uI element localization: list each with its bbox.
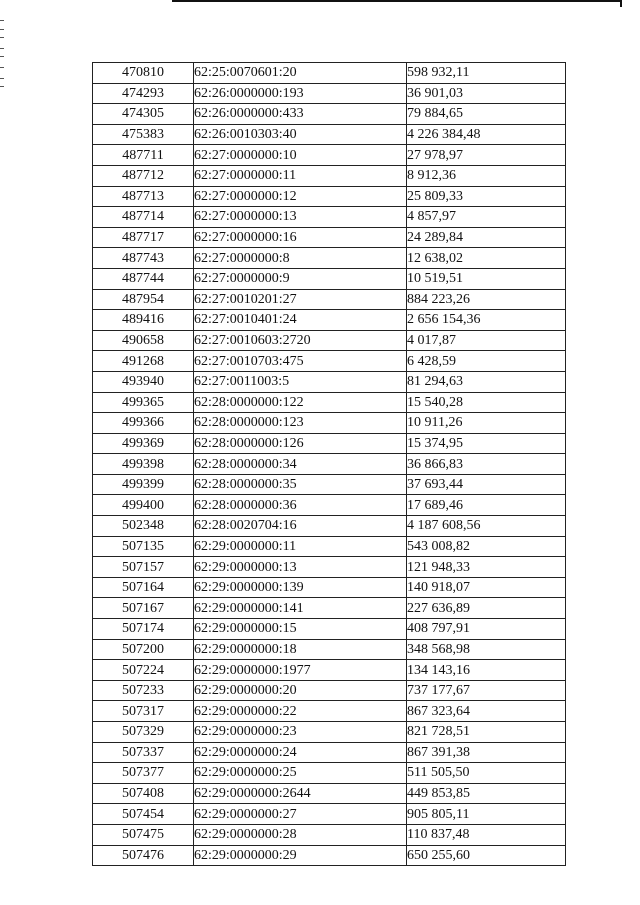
cadastral-value-cell: 884 223,26 (407, 289, 566, 310)
record-id-cell: 487954 (93, 289, 194, 310)
binding-edge-marks (0, 20, 6, 90)
cadastral-value-cell: 348 568,98 (407, 639, 566, 660)
record-id-cell: 499369 (93, 433, 194, 454)
table-row (93, 310, 566, 331)
cadastral-value-cell: 227 636,89 (407, 598, 566, 619)
record-id-cell: 507200 (93, 639, 194, 660)
table-row (93, 145, 566, 166)
table-row (93, 371, 566, 392)
record-id-cell: 475383 (93, 124, 194, 145)
table-row (93, 516, 566, 537)
cadastral-number-cell: 62:28:0000000:123 (194, 413, 407, 434)
table-body (93, 63, 566, 866)
table-row (93, 824, 566, 845)
cadastral-value-cell: 79 884,65 (407, 104, 566, 125)
cadastral-number-cell: 62:25:0070601:20 (194, 63, 407, 84)
cadastral-value-cell: 408 797,91 (407, 619, 566, 640)
table-row (93, 186, 566, 207)
record-id-cell: 487713 (93, 186, 194, 207)
cadastral-value-cell: 15 540,28 (407, 392, 566, 413)
table-row (93, 701, 566, 722)
cadastral-value-cell: 867 323,64 (407, 701, 566, 722)
cadastral-value-cell: 27 978,97 (407, 145, 566, 166)
record-id-cell: 489416 (93, 310, 194, 331)
cadastral-number-cell: 62:29:0000000:22 (194, 701, 407, 722)
record-id-cell: 490658 (93, 330, 194, 351)
cadastral-value-table (92, 62, 566, 866)
record-id-cell: 507377 (93, 763, 194, 784)
record-id-cell: 487712 (93, 165, 194, 186)
top-right-corner-line (614, 0, 622, 7)
table-row (93, 619, 566, 640)
record-id-cell: 487717 (93, 227, 194, 248)
cadastral-number-cell: 62:26:0000000:433 (194, 104, 407, 125)
record-id-cell: 507157 (93, 557, 194, 578)
cadastral-value-cell: 2 656 154,36 (407, 310, 566, 331)
record-id-cell: 487744 (93, 268, 194, 289)
record-id-cell: 507164 (93, 577, 194, 598)
table-row (93, 804, 566, 825)
record-id-cell: 499366 (93, 413, 194, 434)
cadastral-value-cell: 110 837,48 (407, 824, 566, 845)
cadastral-number-cell: 62:27:0010401:24 (194, 310, 407, 331)
cadastral-value-cell: 10 519,51 (407, 268, 566, 289)
cadastral-number-cell: 62:27:0000000:13 (194, 207, 407, 228)
cadastral-value-cell: 17 689,46 (407, 495, 566, 516)
cadastral-number-cell: 62:27:0010201:27 (194, 289, 407, 310)
record-id-cell: 507329 (93, 722, 194, 743)
cadastral-number-cell: 62:28:0000000:122 (194, 392, 407, 413)
table-row (93, 268, 566, 289)
cadastral-value-cell: 737 177,67 (407, 680, 566, 701)
table-row (93, 845, 566, 866)
record-id-cell: 499400 (93, 495, 194, 516)
record-id-cell: 487711 (93, 145, 194, 166)
table-row (93, 433, 566, 454)
cadastral-value-cell: 134 143,16 (407, 660, 566, 681)
cadastral-number-cell: 62:29:0000000:29 (194, 845, 407, 866)
record-id-cell: 487714 (93, 207, 194, 228)
cadastral-value-cell: 905 805,11 (407, 804, 566, 825)
cadastral-value-cell: 36 866,83 (407, 454, 566, 475)
record-id-cell: 499399 (93, 474, 194, 495)
table-row (93, 495, 566, 516)
cadastral-number-cell: 62:29:0000000:18 (194, 639, 407, 660)
record-id-cell: 507454 (93, 804, 194, 825)
cadastral-number-cell: 62:29:0000000:23 (194, 722, 407, 743)
cadastral-value-cell: 81 294,63 (407, 371, 566, 392)
table-row (93, 783, 566, 804)
cadastral-value-cell: 121 948,33 (407, 557, 566, 578)
cadastral-value-cell: 867 391,38 (407, 742, 566, 763)
table-row (93, 104, 566, 125)
table-row (93, 63, 566, 84)
cadastral-value-cell: 10 911,26 (407, 413, 566, 434)
record-id-cell: 507476 (93, 845, 194, 866)
cadastral-value-cell: 4 187 608,56 (407, 516, 566, 537)
cadastral-value-cell: 4 017,87 (407, 330, 566, 351)
cadastral-number-cell: 62:27:0000000:16 (194, 227, 407, 248)
table-row (93, 577, 566, 598)
cadastral-number-cell: 62:28:0000000:34 (194, 454, 407, 475)
table-row (93, 598, 566, 619)
table-row (93, 351, 566, 372)
cadastral-number-cell: 62:29:0000000:24 (194, 742, 407, 763)
table-row (93, 660, 566, 681)
table-row (93, 557, 566, 578)
cadastral-number-cell: 62:27:0000000:11 (194, 165, 407, 186)
cadastral-number-cell: 62:29:0000000:11 (194, 536, 407, 557)
cadastral-number-cell: 62:27:0000000:12 (194, 186, 407, 207)
record-id-cell: 507224 (93, 660, 194, 681)
record-id-cell: 507317 (93, 701, 194, 722)
table-row (93, 474, 566, 495)
cadastral-number-cell: 62:27:0000000:9 (194, 268, 407, 289)
table-row (93, 392, 566, 413)
table-row (93, 124, 566, 145)
cadastral-value-cell: 4 226 384,48 (407, 124, 566, 145)
cadastral-number-cell: 62:28:0000000:36 (194, 495, 407, 516)
cadastral-value-cell: 449 853,85 (407, 783, 566, 804)
table-row (93, 413, 566, 434)
cadastral-value-cell: 8 912,36 (407, 165, 566, 186)
table-row (93, 536, 566, 557)
cadastral-number-cell: 62:28:0000000:126 (194, 433, 407, 454)
record-id-cell: 507135 (93, 536, 194, 557)
cadastral-number-cell: 62:27:0011003:5 (194, 371, 407, 392)
record-id-cell: 507475 (93, 824, 194, 845)
record-id-cell: 499398 (93, 454, 194, 475)
cadastral-number-cell: 62:29:0000000:1977 (194, 660, 407, 681)
table-row (93, 680, 566, 701)
cadastral-value-cell: 12 638,02 (407, 248, 566, 269)
table-row (93, 83, 566, 104)
record-id-cell: 507167 (93, 598, 194, 619)
record-id-cell: 507174 (93, 619, 194, 640)
cadastral-number-cell: 62:29:0000000:2644 (194, 783, 407, 804)
cadastral-value-cell: 511 505,50 (407, 763, 566, 784)
cadastral-number-cell: 62:28:0000000:35 (194, 474, 407, 495)
table-row (93, 248, 566, 269)
table-row (93, 207, 566, 228)
record-id-cell: 507337 (93, 742, 194, 763)
table-row (93, 227, 566, 248)
table-row (93, 289, 566, 310)
cadastral-value-cell: 6 428,59 (407, 351, 566, 372)
table-row (93, 454, 566, 475)
record-id-cell: 502348 (93, 516, 194, 537)
cadastral-value-cell: 4 857,97 (407, 207, 566, 228)
table-row (93, 639, 566, 660)
record-id-cell: 507408 (93, 783, 194, 804)
cadastral-number-cell: 62:27:0000000:8 (194, 248, 407, 269)
record-id-cell: 493940 (93, 371, 194, 392)
cadastral-value-cell: 24 289,84 (407, 227, 566, 248)
table-row (93, 742, 566, 763)
cadastral-number-cell: 62:29:0000000:27 (194, 804, 407, 825)
cadastral-value-cell: 36 901,03 (407, 83, 566, 104)
cadastral-number-cell: 62:27:0010603:2720 (194, 330, 407, 351)
record-id-cell: 474305 (93, 104, 194, 125)
table-row (93, 165, 566, 186)
cadastral-value-cell: 15 374,95 (407, 433, 566, 454)
table-row (93, 330, 566, 351)
record-id-cell: 507233 (93, 680, 194, 701)
cadastral-number-cell: 62:28:0020704:16 (194, 516, 407, 537)
cadastral-value-cell: 543 008,82 (407, 536, 566, 557)
record-id-cell: 470810 (93, 63, 194, 84)
cadastral-number-cell: 62:27:0010703:475 (194, 351, 407, 372)
top-border-line (172, 0, 620, 2)
cadastral-number-cell: 62:29:0000000:20 (194, 680, 407, 701)
cadastral-number-cell: 62:27:0000000:10 (194, 145, 407, 166)
table-row (93, 722, 566, 743)
cadastral-number-cell: 62:26:0010303:40 (194, 124, 407, 145)
cadastral-value-cell: 140 918,07 (407, 577, 566, 598)
cadastral-value-cell: 650 255,60 (407, 845, 566, 866)
cadastral-number-cell: 62:29:0000000:28 (194, 824, 407, 845)
record-id-cell: 487743 (93, 248, 194, 269)
record-id-cell: 499365 (93, 392, 194, 413)
cadastral-value-cell: 25 809,33 (407, 186, 566, 207)
cadastral-number-cell: 62:29:0000000:15 (194, 619, 407, 640)
cadastral-value-cell: 821 728,51 (407, 722, 566, 743)
cadastral-value-cell: 598 932,11 (407, 63, 566, 84)
table-row (93, 763, 566, 784)
cadastral-number-cell: 62:29:0000000:139 (194, 577, 407, 598)
cadastral-number-cell: 62:29:0000000:13 (194, 557, 407, 578)
record-id-cell: 474293 (93, 83, 194, 104)
cadastral-number-cell: 62:29:0000000:25 (194, 763, 407, 784)
record-id-cell: 491268 (93, 351, 194, 372)
cadastral-number-cell: 62:26:0000000:193 (194, 83, 407, 104)
cadastral-number-cell: 62:29:0000000:141 (194, 598, 407, 619)
cadastral-value-cell: 37 693,44 (407, 474, 566, 495)
